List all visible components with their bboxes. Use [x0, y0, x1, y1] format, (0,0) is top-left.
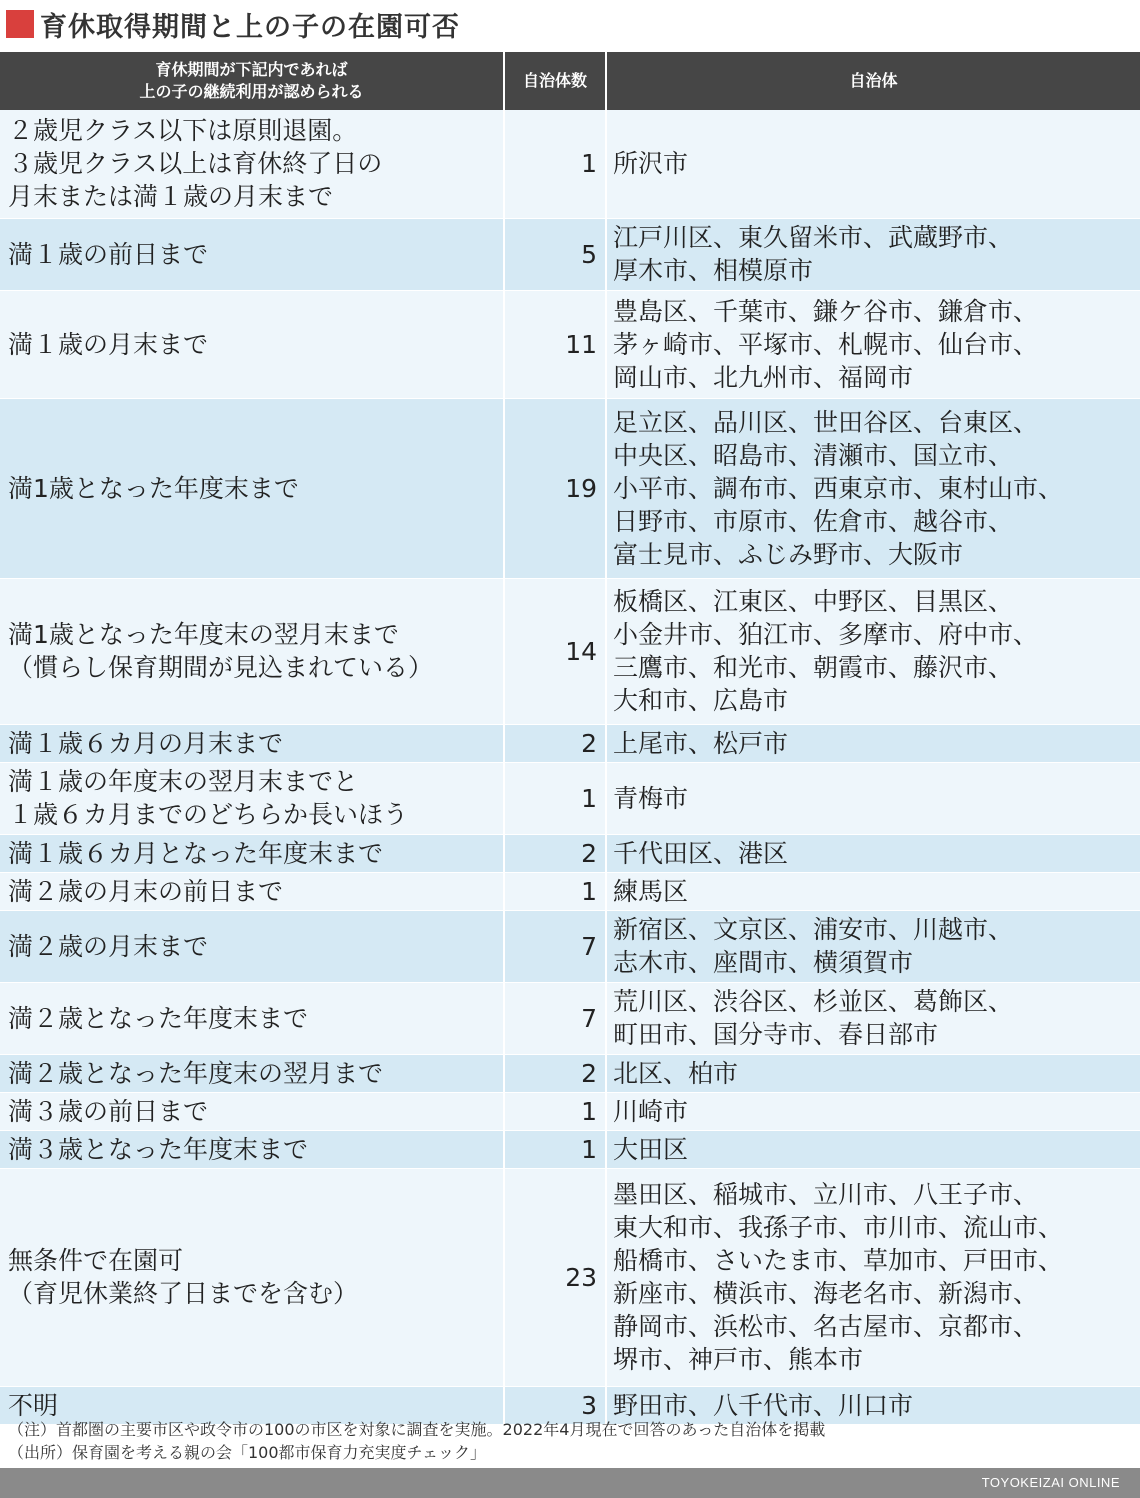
cell-municipalities: 大田区	[606, 1130, 1140, 1168]
table-row	[0, 1054, 1140, 1092]
table-row	[0, 110, 1140, 218]
cell-count: 1	[504, 110, 606, 218]
table-row	[0, 1168, 1140, 1386]
title-bar	[0, 0, 1140, 48]
cell-count: 23	[504, 1168, 606, 1386]
cell-municipalities: 荒川区、渋谷区、杉並区、葛飾区、 町田市、国分寺市、春日部市	[606, 982, 1140, 1054]
cell-count: 3	[504, 1386, 606, 1424]
cell-count: 2	[504, 724, 606, 762]
table-row	[0, 1130, 1140, 1168]
cell-count: 1	[504, 1092, 606, 1130]
header-count: 自治体数	[504, 52, 606, 110]
header-condition: 育休期間が下記内であれば 上の子の継続利用が認められる	[0, 52, 504, 110]
cell-count: 5	[504, 218, 606, 290]
page-title: 育休取得期間と上の子の在園可否	[40, 11, 460, 43]
cell-condition: 満１歳の月末まで	[0, 290, 504, 398]
cell-municipalities: 墨田区、稲城市、立川市、八王子市、 東大和市、我孫子市、市川市、流山市、 船橋市、さいたま市、草加市、戸田市、 新座市、横浜市、海老名市、新潟市、 静岡市、浜松市、名古屋市、京都市、 堺市、神戸市、熊本市	[606, 1168, 1140, 1386]
cell-condition: 満１歳の前日まで	[0, 218, 504, 290]
cell-municipalities: 新宿区、文京区、浦安市、川越市、 志木市、座間市、横須賀市	[606, 910, 1140, 982]
cell-municipalities: 板橋区、江東区、中野区、目黒区、 小金井市、狛江市、多摩市、府中市、 三鷹市、和光市、朝霞市、藤沢市、 大和市、広島市	[606, 578, 1140, 724]
cell-condition: 満1歳となった年度末まで	[0, 398, 504, 578]
cell-condition: 満２歳となった年度末の翌月まで	[0, 1054, 504, 1092]
cell-municipalities: 上尾市、松戸市	[606, 724, 1140, 762]
footnote-source: （出所）保育園を考える親の会「100都市保育力充実度チェック」	[8, 1443, 487, 1462]
cell-count: 14	[504, 578, 606, 724]
title-marker-icon	[6, 10, 34, 38]
cell-municipalities: 川崎市	[606, 1092, 1140, 1130]
cell-municipalities: 所沢市	[606, 110, 1140, 218]
table-row	[0, 398, 1140, 578]
cell-municipalities: 足立区、品川区、世田谷区、台東区、 中央区、昭島市、清瀬市、国立市、 小平市、調布市、西東京市、東村山市、 日野市、市原市、佐倉市、越谷市、 富士見市、ふじみ野市、大阪市	[606, 398, 1140, 578]
header-municipalities: 自治体	[606, 52, 1140, 110]
cell-condition: 満３歳の前日まで	[0, 1092, 504, 1130]
table-header	[0, 52, 1140, 110]
table-row	[0, 982, 1140, 1054]
cell-municipalities: 練馬区	[606, 872, 1140, 910]
cell-condition: 満１歳６カ月の月末まで	[0, 724, 504, 762]
table-row	[0, 578, 1140, 724]
cell-municipalities: 北区、柏市	[606, 1054, 1140, 1092]
cell-condition: 満３歳となった年度末まで	[0, 1130, 504, 1168]
table-row	[0, 1092, 1140, 1130]
cell-municipalities: 野田市、八千代市、川口市	[606, 1386, 1140, 1424]
table-row	[0, 724, 1140, 762]
cell-condition: 不明	[0, 1386, 504, 1424]
cell-count: 7	[504, 982, 606, 1054]
cell-condition: 無条件で在園可 （育児休業終了日までを含む）	[0, 1168, 504, 1386]
table-row	[0, 762, 1140, 834]
data-table	[0, 52, 1140, 1425]
footnote-note: （注）首都圏の主要市区や政令市の100の市区を対象に調査を実施。2022年4月現在で回答のあった自治体を掲載	[8, 1420, 826, 1439]
table-row	[0, 290, 1140, 398]
cell-count: 1	[504, 1130, 606, 1168]
table-row	[0, 910, 1140, 982]
cell-condition: 満２歳の月末まで	[0, 910, 504, 982]
footnotes	[8, 1418, 825, 1464]
cell-municipalities: 豊島区、千葉市、鎌ケ谷市、鎌倉市、 茅ヶ崎市、平塚市、札幌市、仙台市、 岡山市、北九州市、福岡市	[606, 290, 1140, 398]
cell-count: 19	[504, 398, 606, 578]
cell-count: 1	[504, 762, 606, 834]
cell-condition: 満１歳６カ月となった年度末まで	[0, 834, 504, 872]
cell-condition: 満２歳となった年度末まで	[0, 982, 504, 1054]
table-row	[0, 218, 1140, 290]
table-row	[0, 872, 1140, 910]
cell-municipalities: 江戸川区、東久留米市、武蔵野市、 厚木市、相模原市	[606, 218, 1140, 290]
table-row	[0, 834, 1140, 872]
cell-condition: 満２歳の月末の前日まで	[0, 872, 504, 910]
cell-count: 2	[504, 1054, 606, 1092]
cell-count: 1	[504, 872, 606, 910]
footer-bar	[0, 1468, 1140, 1498]
table-body	[0, 110, 1140, 1424]
cell-municipalities: 千代田区、港区	[606, 834, 1140, 872]
cell-condition: ２歳児クラス以下は原則退園。 ３歳児クラス以上は育休終了日の 月末または満１歳の月末まで	[0, 110, 504, 218]
cell-municipalities: 青梅市	[606, 762, 1140, 834]
brand-label: TOYOKEIZAI ONLINE	[981, 1475, 1120, 1490]
cell-count: 7	[504, 910, 606, 982]
cell-count: 2	[504, 834, 606, 872]
cell-condition: 満1歳となった年度末の翌月末まで （慣らし保育期間が見込まれている）	[0, 578, 504, 724]
cell-condition: 満１歳の年度末の翌月末までと １歳６カ月までのどちらか長いほう	[0, 762, 504, 834]
cell-count: 11	[504, 290, 606, 398]
